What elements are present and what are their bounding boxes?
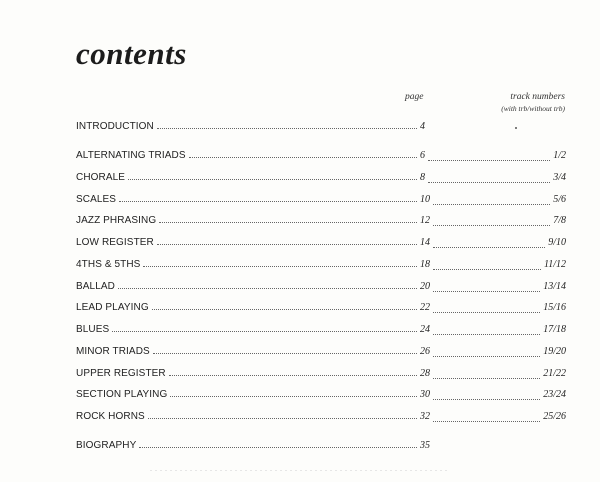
toc-entry-track-numbers: 15/16 (543, 302, 566, 313)
toc-entry-track-numbers: 5/6 (553, 194, 566, 205)
dot-leader (118, 288, 417, 289)
toc-entry-title-group (76, 411, 420, 422)
toc-entry[interactable] (76, 346, 566, 360)
track-header-title: track numbers (510, 92, 565, 102)
dot-leader (157, 244, 417, 245)
dot-leader (152, 309, 417, 310)
toc-entry-title-group (76, 172, 420, 183)
faint-divider (150, 470, 450, 471)
track-header-subtitle: (with trb/without trb) (501, 104, 565, 113)
toc-entry-track-numbers: 9/10 (548, 237, 566, 248)
toc-entry-page-number: 24 (420, 324, 430, 335)
toc-entry-label: INTRODUCTION (76, 121, 154, 132)
toc-entry-label: BALLAD (76, 281, 115, 292)
page-title: contents (76, 36, 187, 71)
toc-entry-page-number: 8 (420, 172, 425, 183)
toc-entry-page-number: 4 (420, 121, 425, 132)
toc-entry-track-numbers: 3/4 (553, 172, 566, 183)
toc-entry-track-numbers: 1/2 (553, 150, 566, 161)
toc-entry-label: ALTERNATING TRIADS (76, 150, 186, 161)
toc-entry[interactable] (76, 194, 566, 208)
dot-leader (170, 396, 417, 397)
dot-leader (433, 247, 545, 248)
toc-entry-page-number: 26 (420, 346, 430, 357)
toc-entry-track-numbers: 21/22 (543, 368, 566, 379)
dot-leader (153, 353, 417, 354)
toc-entry-title-group (76, 194, 420, 205)
toc-entry-label: BLUES (76, 324, 110, 335)
dot-leader (433, 291, 540, 292)
toc-entry-page-number: 20 (420, 281, 430, 292)
track-column-header (477, 92, 565, 114)
toc-entry-label: MINOR TRIADS (76, 346, 150, 357)
toc-entry-label: BIOGRAPHY (76, 440, 137, 451)
toc-entry-page-number: 18 (420, 259, 430, 270)
dot-leader (433, 421, 540, 422)
toc-entry-title-group (76, 346, 420, 357)
page-column-header: page (405, 92, 424, 102)
toc-entry[interactable] (76, 440, 566, 454)
toc-entry-title-group (76, 237, 420, 248)
toc-entry-title-group (76, 259, 420, 270)
dot-leader (433, 204, 550, 205)
toc-entry[interactable] (76, 215, 566, 229)
toc-entry[interactable] (76, 302, 566, 316)
toc-entry-title-group (76, 121, 420, 132)
toc-entry-page-number: 22 (420, 302, 430, 313)
toc-entry[interactable] (76, 368, 566, 382)
toc-entry-track-numbers: 13/14 (543, 281, 566, 292)
toc-entry-page-number: 28 (420, 368, 430, 379)
dot-leader (433, 356, 540, 357)
toc-entry[interactable] (76, 324, 566, 338)
toc-entry-title-group (76, 150, 420, 161)
dot-leader (139, 447, 417, 448)
toc-entry-page-number: 35 (420, 440, 430, 451)
toc-entry[interactable] (76, 281, 566, 295)
toc-entry-label: SECTION PLAYING (76, 389, 168, 400)
toc-entry[interactable] (76, 259, 566, 273)
toc-entry[interactable] (76, 411, 566, 425)
toc-entry-title-group (76, 368, 420, 379)
dot-leader (433, 378, 540, 379)
dot-leader (433, 334, 540, 335)
dot-leader (433, 399, 540, 400)
toc-entry-label: CHORALE (76, 172, 126, 183)
toc-entry-track-numbers: 11/12 (543, 259, 566, 270)
dot-leader (119, 201, 417, 202)
toc-entry-title-group (76, 215, 420, 226)
toc-entry[interactable] (76, 150, 566, 164)
toc-entry-track-numbers: 23/24 (543, 389, 566, 400)
toc-entry[interactable] (76, 389, 566, 403)
toc-entry-label: LEAD PLAYING (76, 302, 149, 313)
dot-leader (433, 225, 550, 226)
toc-entry-title-group (76, 324, 420, 335)
toc-entry-title-group (76, 389, 420, 400)
toc-entry-title-group (76, 440, 420, 451)
toc-entry-label: JAZZ PHRASING (76, 215, 157, 226)
dot-leader (169, 375, 417, 376)
dot-leader (143, 266, 417, 267)
toc-entry[interactable] (76, 237, 566, 251)
toc-entry-track-numbers: 17/18 (543, 324, 566, 335)
dot-leader (159, 222, 417, 223)
dot-leader (128, 179, 417, 180)
toc-entry[interactable] (76, 172, 566, 186)
toc-entry-page-number: 14 (420, 237, 430, 248)
toc-entry-page-number: 30 (420, 389, 430, 400)
dot-leader (112, 331, 417, 332)
toc-entry-page-number: 12 (420, 215, 430, 226)
dot-leader (433, 312, 540, 313)
toc-entry-page-number: 32 (420, 411, 430, 422)
dot-leader (148, 418, 417, 419)
toc-entry[interactable] (76, 121, 566, 135)
toc-entry-label: LOW REGISTER (76, 237, 154, 248)
toc-entry-title-group (76, 281, 420, 292)
toc-entry-label: UPPER REGISTER (76, 368, 166, 379)
toc-entry-title-group (76, 302, 420, 313)
dot-leader (428, 182, 550, 183)
toc-entry-label: 4THS & 5THS (76, 259, 141, 270)
toc-entry-label: ROCK HORNS (76, 411, 145, 422)
dot-leader (433, 269, 541, 270)
toc-entry-track-numbers: 19/20 (543, 346, 566, 357)
toc-entry-track-numbers: 7/8 (553, 215, 566, 226)
dot-leader (428, 160, 550, 161)
toc-entry-page-number: 10 (420, 194, 430, 205)
dot-leader (157, 128, 417, 129)
toc-entry-page-number: 6 (420, 150, 425, 161)
dot-leader (189, 157, 417, 158)
toc-entry-track-numbers: 25/26 (543, 411, 566, 422)
toc-entry-label: SCALES (76, 194, 117, 205)
